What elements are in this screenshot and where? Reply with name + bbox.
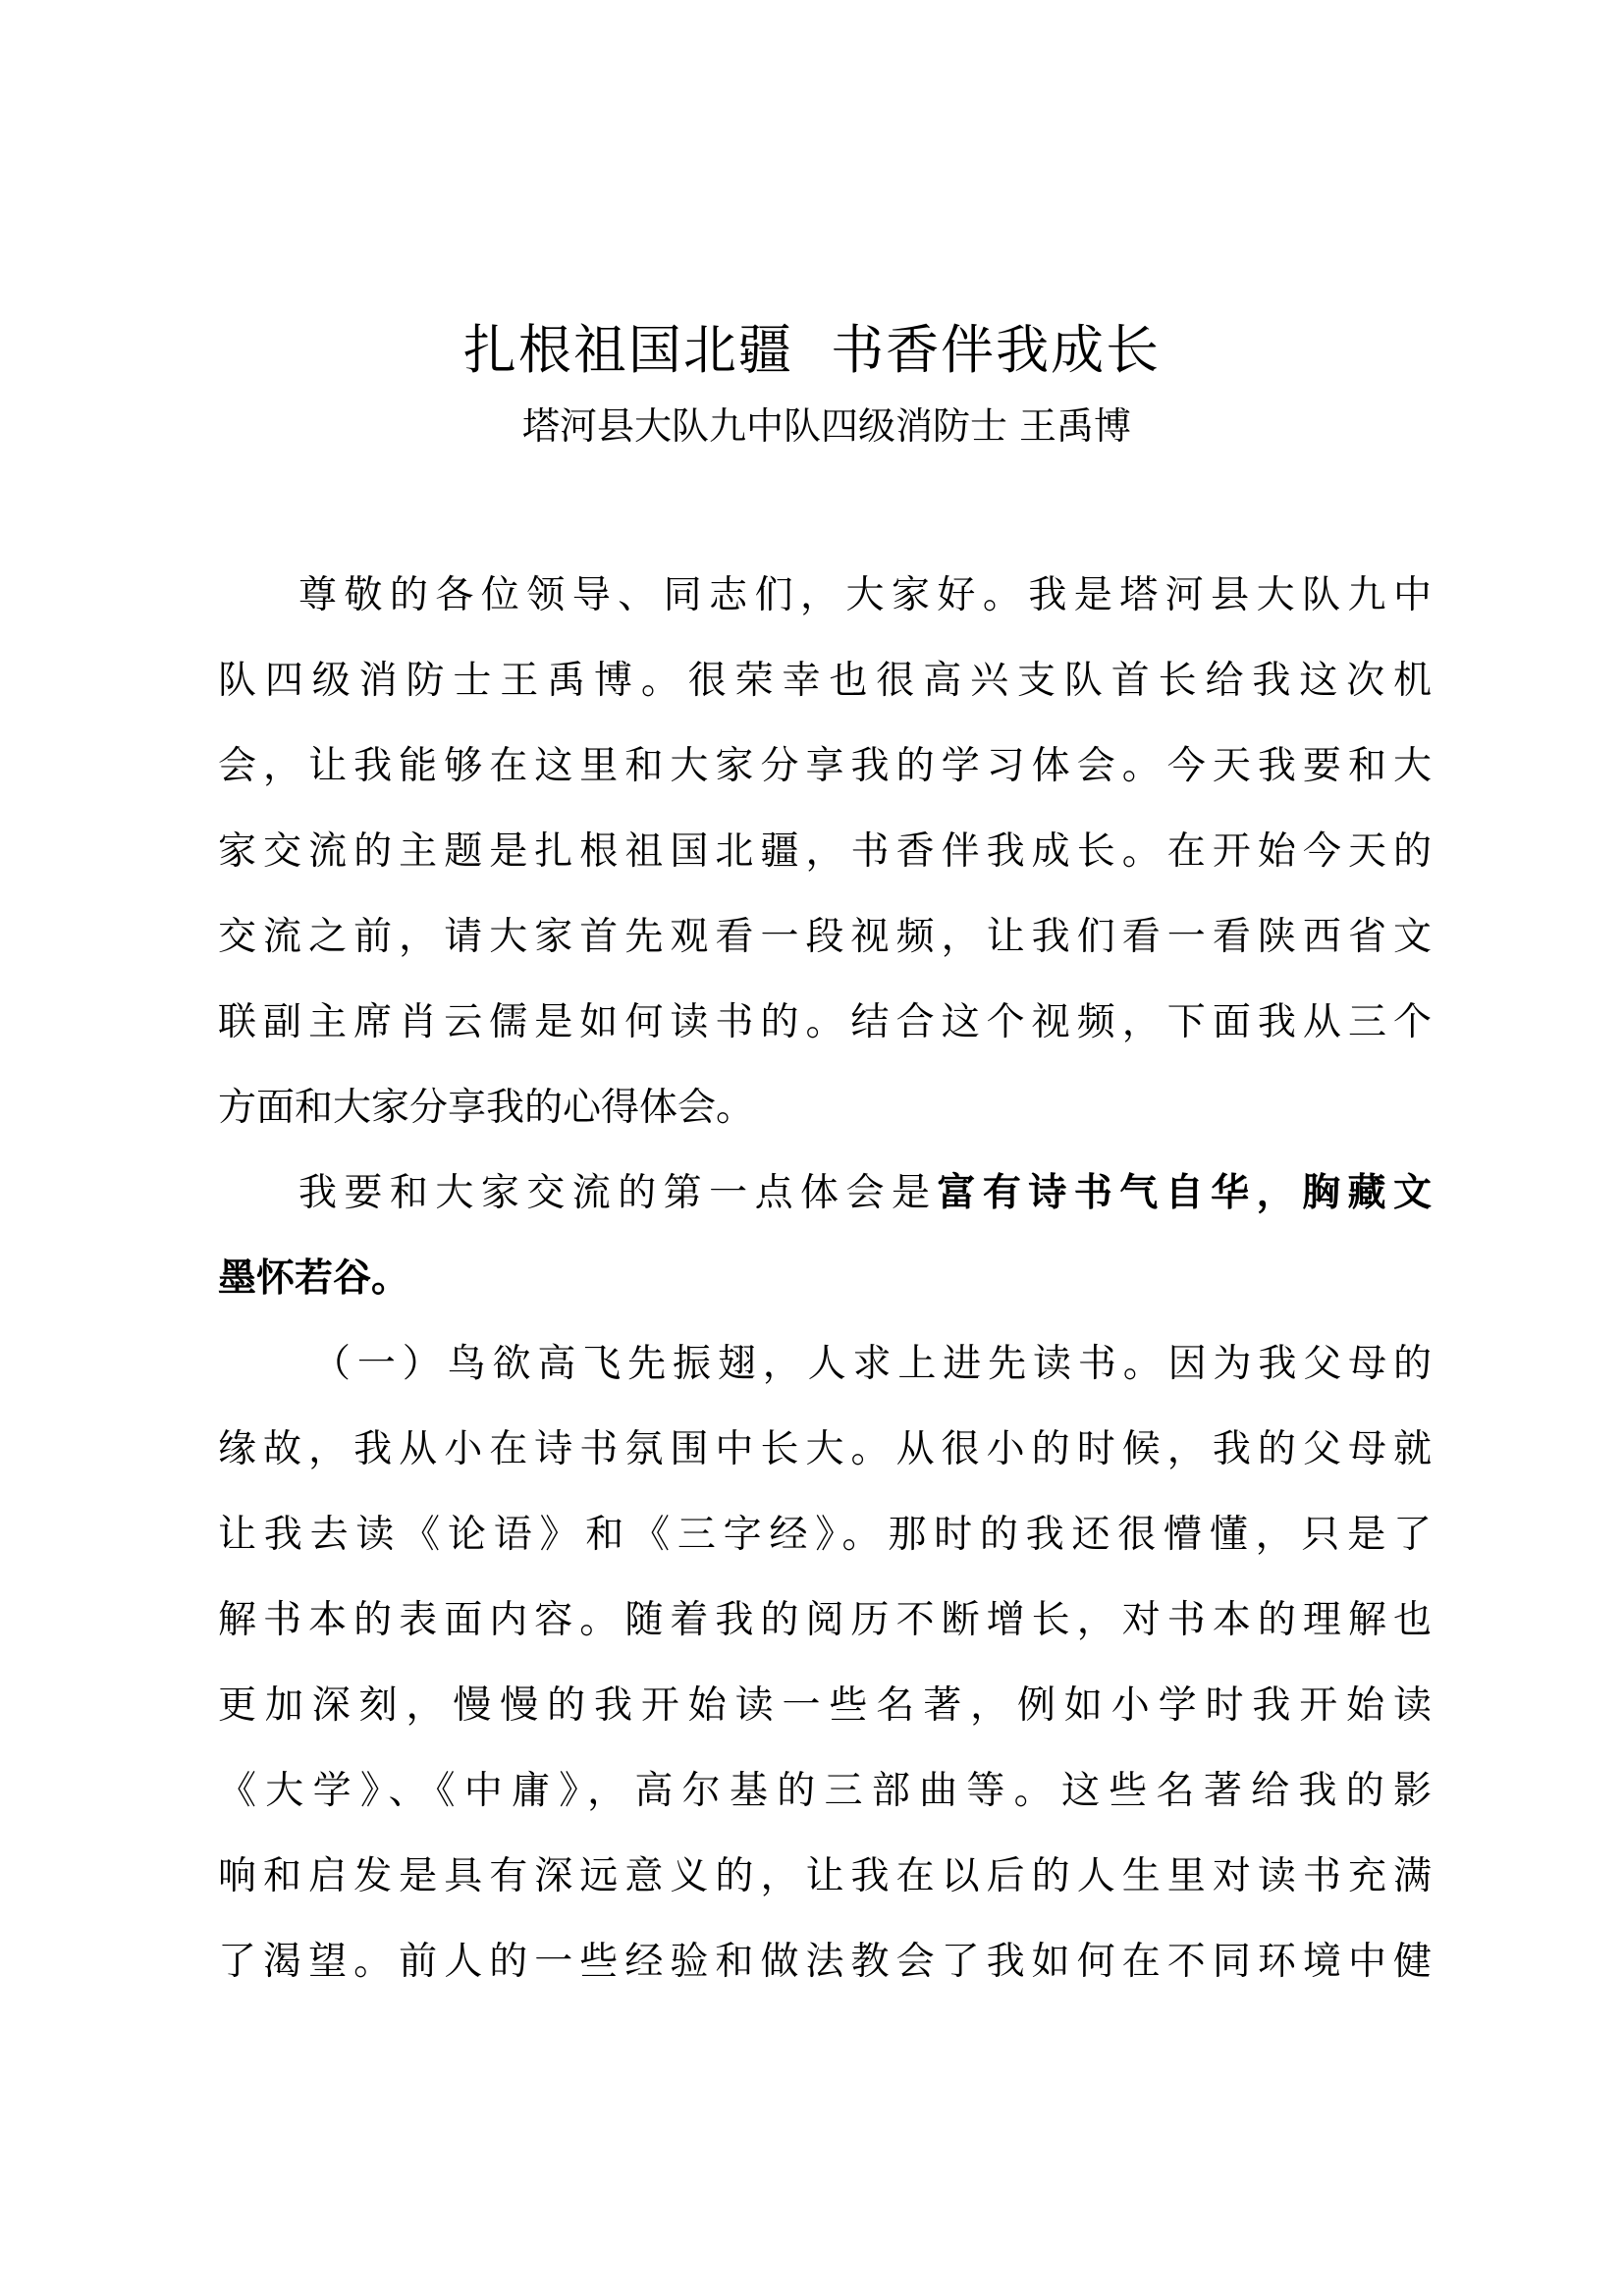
paragraph-3-line-5: 更加深刻，慢慢的我开始读一些名著，例如小学时我开始读 [218, 1683, 1432, 1728]
paragraph-1-line-1: 尊敬的各位领导、同志们，大家好。我是塔河县大队九中 [298, 573, 1432, 617]
paragraph-2-line-1 [298, 1169, 1432, 1255]
paragraph-1-line-5: 交流之前，请大家首先观看一段视频，让我们看一看陕西省文 [218, 915, 1432, 959]
point-heading-bold: 富有诗书气自华，胸藏文 [937, 1171, 1432, 1215]
point-intro-text: 我要和大家交流的第一点体会是 [298, 1171, 938, 1215]
paragraph-3-line-2: 缘故，我从小在诗书氛围中长大。从很小的时候，我的父母就 [218, 1427, 1432, 1471]
paragraph-1-line-6: 联副主席肖云儒是如何读书的。结合这个视频，下面我从三个 [218, 1000, 1432, 1044]
paragraph-3-line-8: 了渴望。前人的一些经验和做法教会了我如何在不同环境中健 [218, 1940, 1432, 1984]
paragraph-1-line-7: 方面和大家分享我的心得体会。 [218, 1086, 755, 1130]
document-title: 扎根祖国北疆 书香伴我成长 [462, 319, 1162, 381]
paragraph-1-line-2: 队四级消防士王禹博。很荣幸也很高兴支队首长给我这次机 [218, 659, 1432, 703]
paragraph-1-line-4: 家交流的主题是扎根祖国北疆，书香伴我成长。在开始今天的 [218, 829, 1432, 874]
paragraph-3-line-6: 《大学》、《中庸》，高尔基的三部曲等。这些名著给我的影 [218, 1769, 1432, 1813]
paragraph-2-line-2: 墨怀若谷。 [218, 1256, 410, 1301]
paragraph-1-line-3: 会，让我能够在这里和大家分享我的学习体会。今天我要和大 [218, 744, 1432, 788]
paragraph-3-line-7: 响和启发是具有深远意义的，让我在以后的人生里对读书充满 [218, 1854, 1432, 1898]
author-line: 塔河县大队九中队四级消防士 王禹博 [521, 404, 1132, 448]
paragraph-3-line-3: 让我去读《论语》和《三字经》。那时的我还很懵懂，只是了 [218, 1513, 1432, 1557]
paragraph-3-line-4: 解书本的表面内容。随着我的阅历不断增长，对书本的理解也 [218, 1598, 1432, 1642]
paragraph-3-line-1: （一）鸟欲高飞先振翅，人求上进先读书。因为我父母的 [312, 1342, 1432, 1386]
